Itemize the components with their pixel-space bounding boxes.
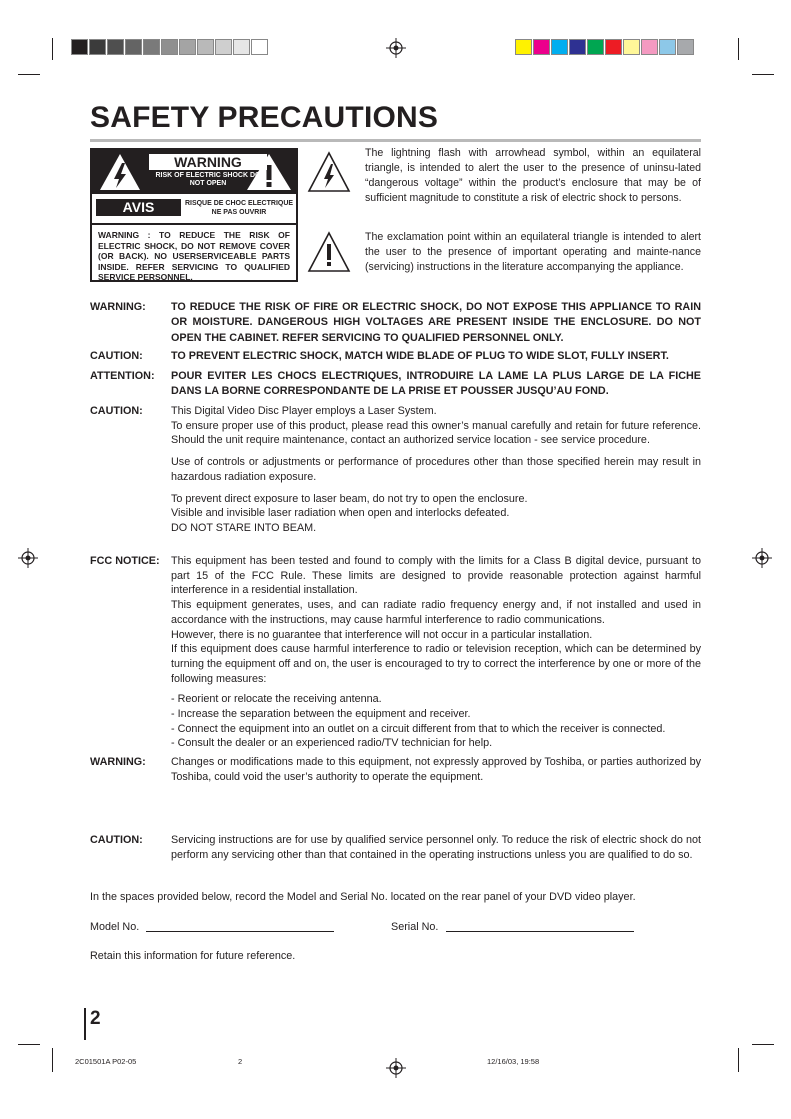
fcc-block (171, 554, 701, 751)
lightning-description: The lightning flash with arrowhead symbol, within an equilateral triangle, is intended to alert the user to the presence of uninsu-lated “dangerous voltage” within the product’s enclosure that may be of sufficient magnitude to constitute a risk of electric shock to persons. (365, 147, 701, 204)
color-swatch (197, 39, 214, 55)
crop-mark (752, 1044, 774, 1045)
color-swatch (587, 39, 604, 55)
page-number-bar (84, 1008, 86, 1040)
warning-word: WARNING (149, 154, 267, 170)
list-item: - Consult the dealer or an experienced radio/TV technician for help. (171, 737, 493, 750)
caution-laser-p4b: Visible and invisible laser radiation when open and interlocks defeated. (171, 507, 510, 520)
color-swatch (605, 39, 622, 55)
list-item: - Reorient or relocate the receiving antenna. (171, 693, 382, 706)
grayscale-bar (71, 39, 269, 55)
model-label: Model No. (90, 921, 140, 933)
color-swatch (569, 39, 586, 55)
crop-mark (18, 74, 40, 75)
avis-word: AVIS (96, 199, 181, 216)
caution-text-3: Servicing instructions are for use by qualified service personnel only. To reduce the risk of electric shock do not perform any servicing other than that contained in the operating instructions unless you are qualified to do so. (171, 834, 701, 861)
color-swatch (89, 39, 106, 55)
crop-mark (738, 1048, 739, 1072)
color-swatch (251, 39, 268, 55)
lightning-triangle-icon (98, 152, 142, 192)
crop-mark (52, 38, 53, 60)
serial-field[interactable] (446, 931, 634, 932)
color-swatch (71, 39, 88, 55)
retain-note: Retain this information for future reference. (90, 950, 296, 962)
page-title: SAFETY PRECAUTIONS (90, 101, 439, 134)
color-swatch (677, 39, 694, 55)
crop-mark (752, 74, 774, 75)
caution-laser-p2: To ensure proper use of this product, please read this owner’s manual carefully and retain for future reference. Should the unit require maintenance, contact an authorized service location - see service procedure. (171, 419, 701, 447)
caution-text-1: TO PREVENT ELECTRIC SHOCK, MATCH WIDE BLADE OF PLUG TO WIDE SLOT, FULLY INSERT. (171, 350, 669, 362)
model-field[interactable] (146, 931, 334, 932)
caution-laser-block (171, 404, 701, 536)
color-swatch (143, 39, 160, 55)
list-item: - Connect the equipment into an outlet on a circuit different from that to which the receiver is connected. (171, 722, 666, 735)
fcc-p4: If this equipment does cause harmful interference to radio or television reception, which can be determined by turning the equipment off and on, the user is encouraged to try to correct the interference by one or more of the following measures: (171, 643, 701, 685)
footer-file: 2C01501A P02-05 (75, 1057, 137, 1066)
color-swatch (551, 39, 568, 55)
warning-label (90, 148, 298, 282)
serial-label: Serial No. (391, 921, 439, 933)
attention-label: ATTENTION: (90, 370, 155, 382)
color-swatch (107, 39, 124, 55)
fcc-label: FCC NOTICE: (90, 555, 160, 567)
registration-mark-icon (386, 38, 406, 58)
crop-mark (18, 1044, 40, 1045)
attention-text: POUR EVITER LES CHOCS ELECTRIQUES, INTRODUIRE LA LAME LA PLUS LARGE DE LA FICHE DANS LA BORNE CORRESPONDANTE DE LA PRISE ET POUSSER JUSQU’AU FOND. (171, 370, 701, 398)
caution-laser-p3: Use of controls or adjustments or performance of procedures other than those specified herein may result in hazardous radiation exposure. (171, 456, 701, 483)
warning-label-1: WARNING: (90, 301, 146, 313)
registration-mark-icon (18, 548, 38, 568)
fcc-p2: This equipment generates, uses, and can radiate radio frequency energy and, if not installed and used in accordance with the instructions, may cause harmful interference to radio communications. (171, 599, 701, 626)
crop-mark (738, 38, 739, 60)
caution-laser-p4a: To prevent direct exposure to laser beam, do not try to open the enclosure. (171, 492, 528, 505)
caution-label-3: CAUTION: (90, 834, 143, 846)
record-intro: In the spaces provided below, record the Model and Serial No. located on the rear panel of your DVD video player. (90, 891, 636, 903)
caution-label-1: CAUTION: (90, 350, 143, 362)
warning-text-1: TO REDUCE THE RISK OF FIRE OR ELECTRIC SHOCK, DO NOT EXPOSE THIS APPLIANCE TO RAIN OR MOISTURE. DANGEROUS HIGH VOLTAGES ARE PRESENT INSIDE THE ENCLOSURE. DO NOT OPEN THE CABINET. REFER SERVICING TO QUALIFIED PERSONNEL ONLY. (171, 301, 701, 344)
color-bar (515, 39, 695, 55)
fcc-p1: This equipment has been tested and found to comply with the limits for a Class B digital device, pursuant to part 15 of the FCC Rule. These limits are designed to provide reasonable protection against harmful interference in a residential installation. (171, 555, 701, 597)
warning-sub: RISK OF ELECTRIC SHOCK DO NOT OPEN (155, 172, 261, 187)
color-swatch (161, 39, 178, 55)
color-swatch (233, 39, 250, 55)
fcc-p3: However, there is no guarantee that interference will not occur in a particular installation. (171, 628, 593, 641)
footer-datetime: 12/16/03, 19:58 (487, 1057, 540, 1066)
registration-mark-icon (752, 548, 772, 568)
registration-mark-icon (386, 1058, 406, 1078)
warning-label-2: WARNING: (90, 756, 146, 768)
title-divider (90, 139, 701, 142)
caution-label-2: CAUTION: (90, 405, 143, 417)
crop-mark (52, 1048, 53, 1072)
footer-page: 2 (238, 1057, 243, 1066)
warning-text-2: Changes or modifications made to this equipment, not expressly approved by Toshiba, or parties authorized by Toshiba, could void the user’s authority to operate the equipment. (171, 756, 701, 783)
list-item: - Increase the separation between the equipment and receiver. (171, 708, 471, 721)
color-swatch (533, 39, 550, 55)
color-swatch (515, 39, 532, 55)
color-swatch (179, 39, 196, 55)
color-swatch (641, 39, 658, 55)
caution-laser-p1: This Digital Video Disc Player employs a Laser System. (171, 405, 437, 417)
label-divider (92, 223, 296, 225)
page-number: 2 (90, 1008, 101, 1029)
exclamation-description: The exclamation point within an equilateral triangle is intended to alert the user to the presence of important operating and mainte-nance (servicing) instructions in the literature accompanying the appliance. (365, 231, 701, 273)
caution-laser-p4c: DO NOT STARE INTO BEAM. (171, 521, 317, 534)
color-swatch (623, 39, 640, 55)
avis-sub: RISQUE DE CHOC ELECTRIQUE NE PAS OUVRIR (184, 200, 294, 216)
warning-label-text: WARNING : TO REDUCE THE RISK OF ELECTRIC SHOCK, DO NOT REMOVE COVER (OR BACK). NO USERSERVICEABLE PARTS INSIDE. REFER SERVICING TO QUALIFIED SERVICE PERSONNEL. (98, 230, 290, 282)
color-swatch (125, 39, 142, 55)
exclamation-symbol-icon (306, 230, 352, 274)
lightning-symbol-icon (306, 150, 352, 194)
color-swatch (215, 39, 232, 55)
color-swatch (659, 39, 676, 55)
